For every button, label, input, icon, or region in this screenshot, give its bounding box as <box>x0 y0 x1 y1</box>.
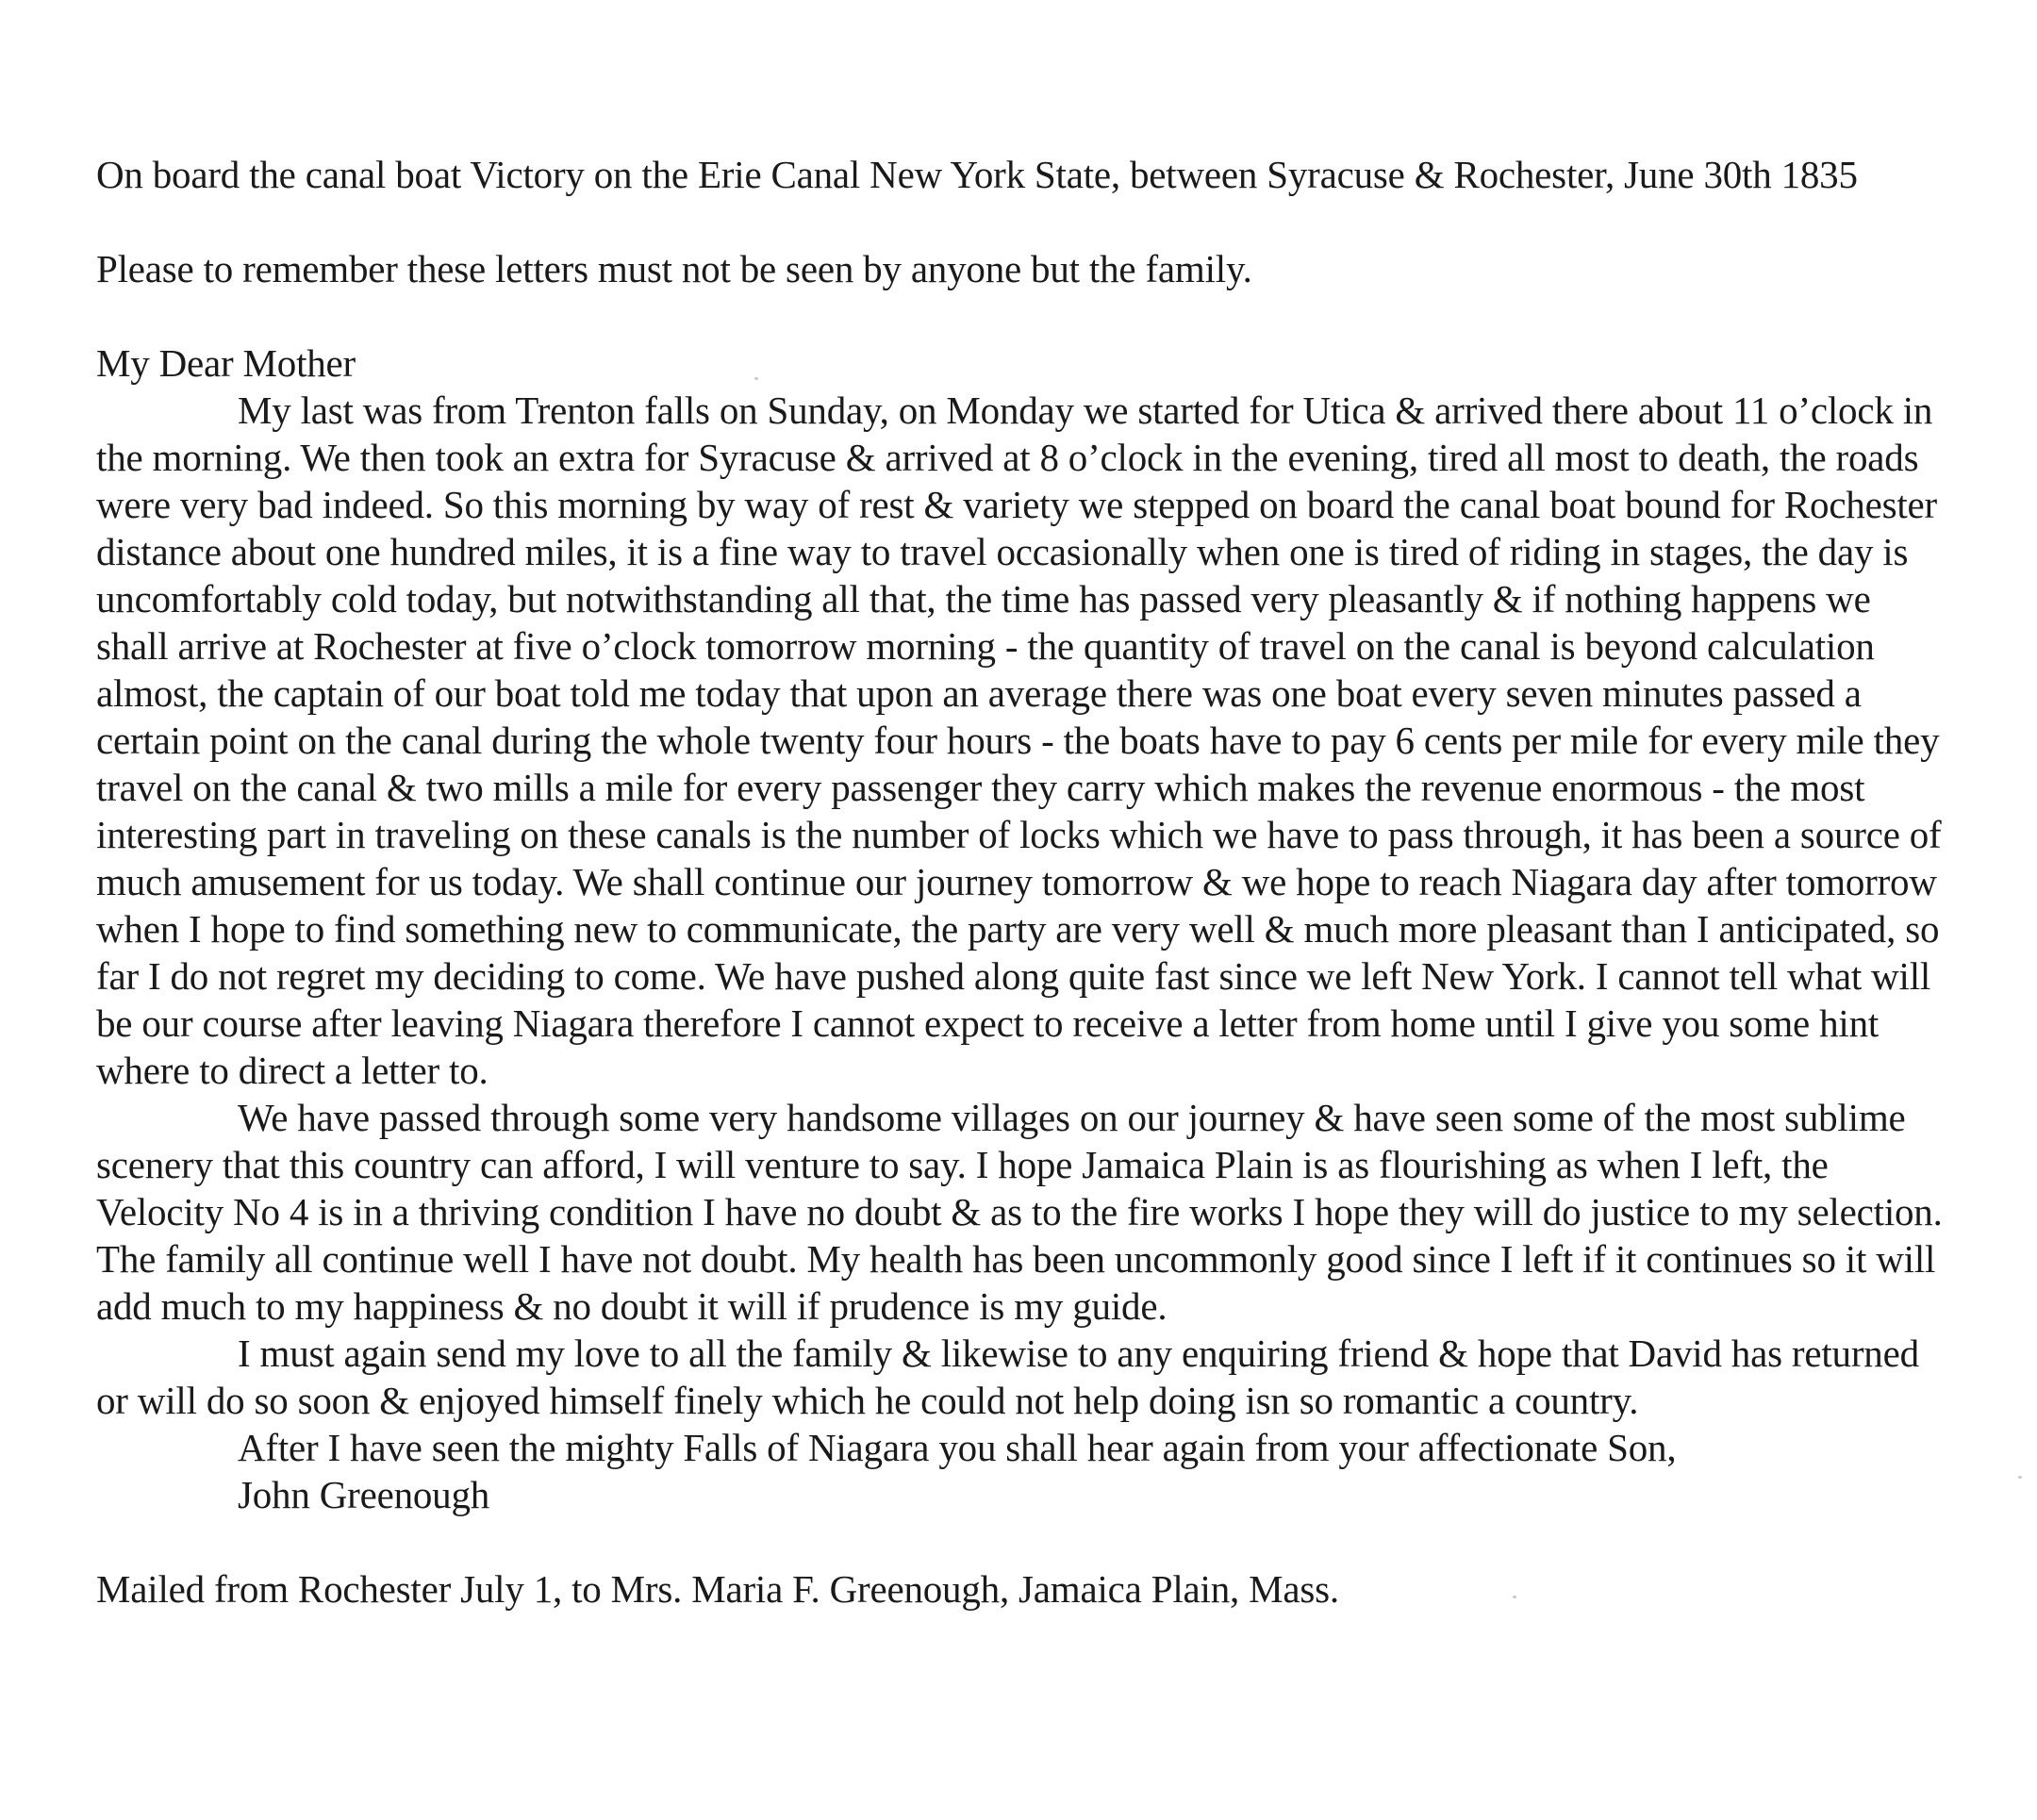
signature: John Greenough <box>238 1473 490 1516</box>
mailing-note: Mailed from Rochester July 1, to Mrs. Maria F. Greenough, Jamaica Plain, Mass. <box>96 1567 1339 1611</box>
paper-speck <box>1513 1596 1516 1598</box>
paper-speck <box>754 377 758 380</box>
privacy-note: Please to remember these letters must not be seen by anyone but the family. <box>96 247 1252 290</box>
paragraph-2: We have passed through some very handsome villages on our journey & have seen some of the most sublime scenery that this country can afford, I will venture to say. I hope Jamaica Plain is as flourishing as when I left, the Velocity No 4 is in a thriving condition I have no doubt & as to the fire works I hope they will do justice to my selection. The family all continue well I have not doubt. My health has been uncommonly good since I left if it continues so it will add much to my happiness & no doubt it will if prudence is my guide. <box>96 1096 1943 1328</box>
salutation: My Dear Mother <box>96 341 356 385</box>
paper-speck <box>2018 1476 2022 1479</box>
letter-body <box>96 151 1945 1613</box>
closing <box>96 1424 1945 1518</box>
letter-header: On board the canal boat Victory on the Erie Canal New York State, between Syracuse & Rochester, June 30th 1835 <box>96 153 1858 196</box>
paragraph-3: I must again send my love to all the family & likewise to any enquiring friend & hope that David has returned or will do so soon & enjoyed himself finely which he could not help doing isn so romantic a country. <box>96 1332 1919 1422</box>
paragraph-1: My last was from Trenton falls on Sunday, on Monday we started for Utica & arrived there about 11 o’clock in the morning. We then took an extra for Syracuse & arrived at 8 o’clock in the evening, tired all most to death, the roads were very bad indeed. So this morning by way of rest & variety we stepped on board the canal boat bound for Rochester distance about one hundred miles, it is a fine way to travel occasionally when one is tired of riding in stages, the day is uncomfortably cold today, but notwithstanding all that, the time has passed very pleasantly & if nothing happens we shall arrive at Rochester at five o’clock tomorrow morning - the quantity of travel on the canal is beyond calculation almost, the captain of our boat told me today that upon an average there was one boat every seven minutes passed a certain point on the canal during the whole twenty four hours - the boats have to pay 6 cents per mile for every mile they travel on the canal & two mills a mile for every passenger they carry which makes the revenue enormous - the most interesting part in traveling on these canals is the number of locks which we have to pass through, it has been a source of much amusement for us today. We shall continue our journey tomorrow & we hope to reach Niagara day after tomorrow when I hope to find something new to communicate, the party are very well & much more pleasant than I anticipated, so far I do not regret my deciding to come. We have pushed along quite fast since we left New York. I cannot tell what will be our course after leaving Niagara therefore I cannot expect to receive a letter from home until I give you some hint where to direct a letter to. <box>96 389 1942 1092</box>
closing-line: After I have seen the mighty Falls of Niagara you shall hear again from your affectionate Son, <box>238 1426 1677 1469</box>
